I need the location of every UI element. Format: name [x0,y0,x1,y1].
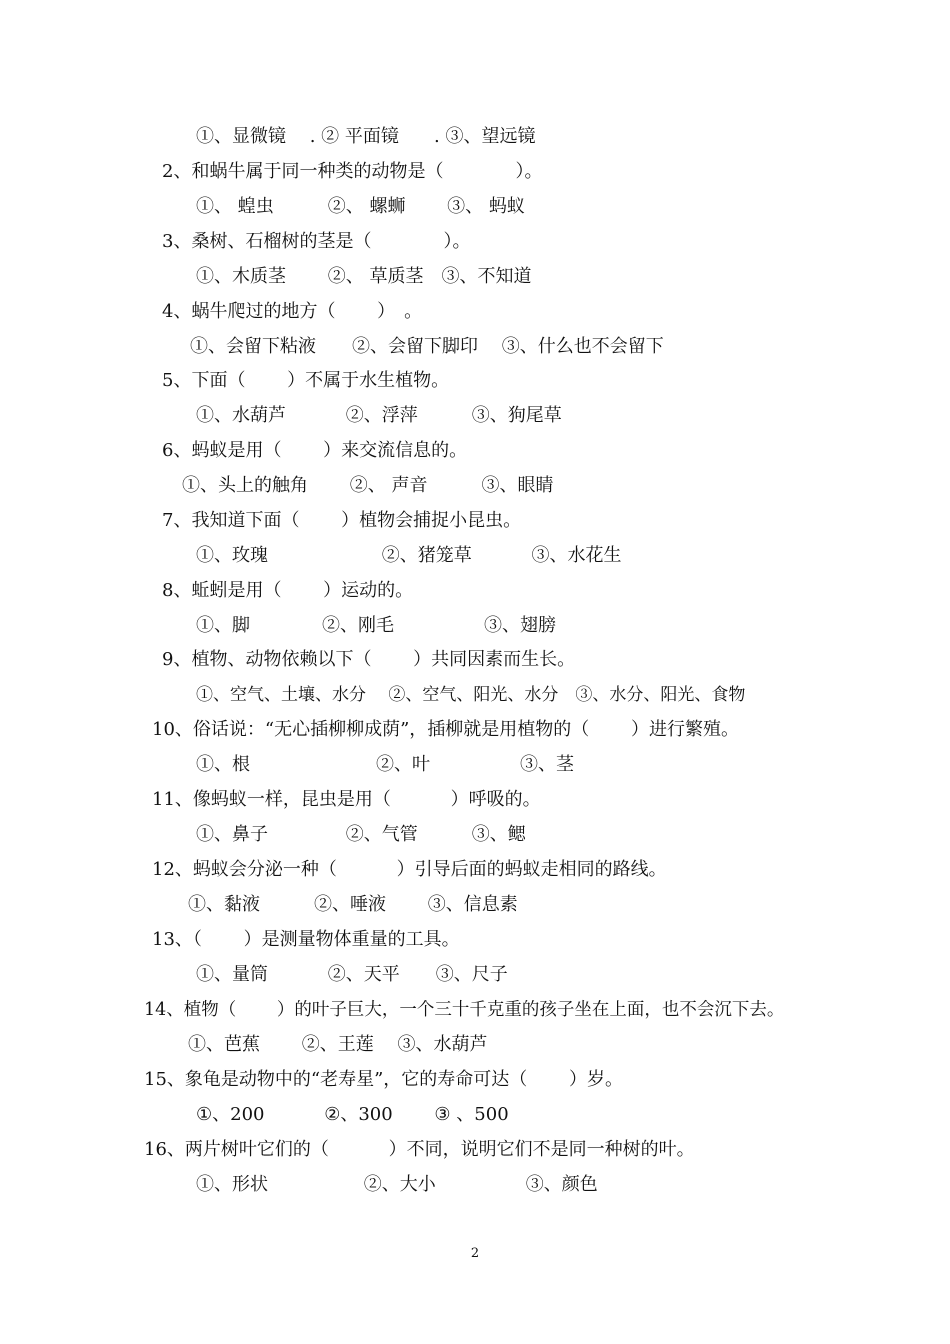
question-12: 12、蚂蚁会分泌一种（ ）引导后面的蚂蚁走相同的路线。 [152,859,667,880]
q12-options: ①、黏液 ②、唾液 ③、信息素 [188,894,518,915]
q15-options: ①、200 ②、300 ③ 、500 [196,1104,509,1125]
q13-options: ①、量筒 ②、天平 ③、尺子 [196,964,508,985]
page-number: 2 [470,1246,480,1261]
q4-options: ①、会留下粘液 ②、会留下脚印 ③、什么也不会留下 [190,336,664,357]
question-9: 9、植物、动物依赖以下（ ）共同因素而生长。 [162,649,576,670]
question-5: 5、下面（ ）不属于水生植物。 [162,370,450,391]
q9-options: ①、空气、土壤、水分 ②、空气、阳光、水分 ③、水分、阳光、食物 [196,685,746,705]
q8-options: ①、脚 ②、刚毛 ③、翅膀 [196,615,556,636]
q3-options: ①、木质茎 ②、 草质茎 ③、不知道 [196,266,532,287]
q11-options: ①、鼻子 ②、气管 ③、鳃 [196,824,526,845]
q14-options: ①、芭蕉 ②、王莲 ③、水葫芦 [188,1034,488,1055]
question-2: 2、和蜗牛属于同一种类的动物是（ ）。 [162,161,543,182]
question-13: 13、（ ）是测量物体重量的工具。 [152,929,460,950]
question-10: 10、俗话说：“无心插柳柳成荫”，插柳就是用植物的（ ）进行繁殖。 [152,719,740,740]
q2-options: ①、 蝗虫 ②、 螺蛳 ③、 蚂蚁 [196,196,525,217]
q7-options: ①、玫瑰 ②、猪笼草 ③、水花生 [196,545,622,566]
question-8: 8、蚯蚓是用（ ）运动的。 [162,580,414,601]
question-4: 4、蜗牛爬过的地方（ ） 。 [162,301,423,322]
q16-options: ①、形状 ②、大小 ③、颜色 [196,1174,598,1195]
q1-options: ①、显微镜 . ② 平面镜 . ③、望远镜 [196,126,536,147]
q10-options: ①、根 ②、叶 ③、茎 [196,754,574,775]
question-15: 15、象龟是动物中的“老寿星”，它的寿命可达（ ）岁。 [144,1069,624,1090]
question-16: 16、两片树叶它们的（ ）不同，说明它们不是同一种树的叶。 [144,1139,695,1160]
question-7: 7、我知道下面（ ）植物会捕捉小昆虫。 [162,510,522,531]
question-6: 6、蚂蚁是用（ ）来交流信息的。 [162,440,468,461]
q6-options: ①、头上的触角 ②、 声音 ③、眼睛 [182,475,554,496]
question-11: 11、像蚂蚁一样，昆虫是用（ ）呼吸的。 [152,789,541,810]
question-3: 3、桑树、石榴树的茎是（ ）。 [162,231,471,252]
q5-options: ①、水葫芦 ②、浮萍 ③、狗尾草 [196,405,562,426]
question-14: 14、植物（ ）的叶子巨大，一个三十千克重的孩子坐在上面，也不会沉下去。 [144,1000,785,1020]
